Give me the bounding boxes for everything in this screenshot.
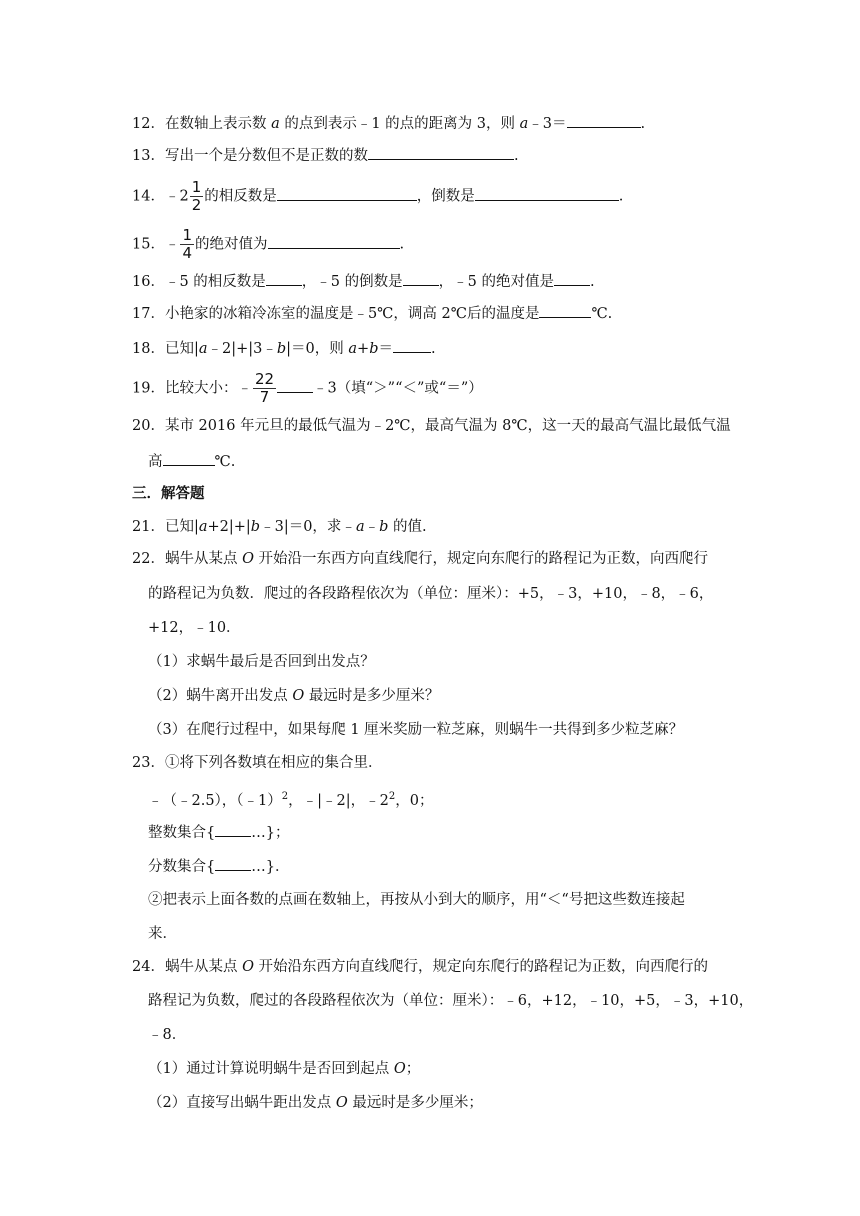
question-number: 12． bbox=[132, 116, 165, 132]
answer-blank[interactable] bbox=[277, 186, 417, 201]
question-24-part-1 bbox=[148, 1059, 420, 1079]
question-23-part-2: ②把表示上面各数的点画在数轴上，再按从小到大的顺序，用“＜“号把这些数连接起 bbox=[148, 892, 685, 908]
text: 在数轴上表示数 bbox=[164, 116, 272, 132]
question-number: 20． bbox=[132, 418, 165, 434]
text: ﹣3（填“＞”“＜”或“＝”） bbox=[313, 380, 483, 397]
answer-blank[interactable] bbox=[475, 186, 619, 201]
text: ℃. bbox=[591, 306, 613, 322]
answer-blank[interactable] bbox=[277, 378, 313, 393]
variable: b bbox=[276, 341, 287, 357]
question-20-continued bbox=[148, 451, 235, 472]
text: ﹣（﹣2.5），（﹣1） bbox=[148, 792, 282, 809]
text: 开始沿东西方向直线爬行，规定向东爬行的路程记为正数，向西爬行的 bbox=[253, 959, 709, 975]
answer-blank[interactable] bbox=[368, 145, 514, 160]
text: ，0； bbox=[395, 792, 434, 809]
variable: a bbox=[198, 519, 208, 535]
question-22-line-2: 的路程记为负数．爬过的各段路程依次为（单位：厘米）：+5，﹣3，+10，﹣8，﹣6， bbox=[148, 586, 714, 602]
question-13 bbox=[132, 145, 519, 166]
variable: b bbox=[250, 519, 261, 535]
variable: a+b bbox=[348, 341, 379, 357]
text: 开始沿一东西方向直线爬行，规定向东爬行的路程记为正数，向西爬行 bbox=[253, 551, 709, 567]
question-number: 13． bbox=[132, 148, 165, 164]
variable: O bbox=[242, 551, 254, 567]
exponent: 2 bbox=[281, 791, 289, 802]
fraction bbox=[180, 228, 194, 261]
question-24-line-3: ﹣8． bbox=[148, 1027, 187, 1043]
text: 的绝对值为 bbox=[195, 236, 268, 253]
text: 蜗牛从某点 bbox=[164, 959, 243, 975]
question-23-part-2-continued: 来． bbox=[148, 926, 177, 942]
question-number: 17． bbox=[132, 306, 165, 322]
text: +2|+| bbox=[207, 519, 251, 535]
text: . bbox=[399, 236, 405, 253]
answer-blank[interactable] bbox=[393, 338, 431, 353]
question-number: 24． bbox=[132, 959, 165, 975]
question-22-part-3: （3）在爬行过程中，如果每爬 1 厘米奖励一粒芝麻，则蜗牛一共得到多少粒芝麻？ bbox=[148, 722, 684, 738]
text: ，﹣5 的倒数是 bbox=[301, 274, 403, 290]
text: 最远时是多少厘米； bbox=[347, 1095, 483, 1111]
answer-blank[interactable] bbox=[215, 822, 251, 837]
fraction-numerator: 1 bbox=[191, 178, 202, 196]
answer-blank[interactable] bbox=[403, 271, 439, 286]
answer-blank[interactable] bbox=[539, 303, 591, 318]
question-24-part-2 bbox=[148, 1093, 483, 1113]
text: ﹣3＝ bbox=[528, 116, 567, 132]
text: ℃. bbox=[214, 454, 236, 470]
text: . bbox=[430, 341, 436, 357]
text: …}． bbox=[251, 859, 290, 875]
text: 写出一个是分数但不是正数的数 bbox=[164, 148, 368, 164]
question-23-numbers bbox=[148, 787, 434, 811]
fraction-denominator: 4 bbox=[182, 244, 192, 262]
text: ①将下列各数填在相应的集合里． bbox=[164, 755, 383, 771]
question-21 bbox=[132, 517, 427, 537]
text: 小艳家的冰箱冷冻室的温度是﹣5℃，调高 2℃后的温度是 bbox=[164, 306, 540, 322]
answer-blank[interactable] bbox=[163, 451, 215, 466]
question-17 bbox=[132, 303, 612, 324]
fraction-denominator: 7 bbox=[259, 388, 270, 406]
question-number: 14． bbox=[132, 188, 165, 205]
text: （2）直接写出蜗牛距出发点 bbox=[148, 1095, 336, 1111]
question-15 bbox=[132, 228, 404, 261]
variable: b bbox=[379, 519, 389, 535]
question-12 bbox=[132, 113, 645, 134]
text: 已知| bbox=[164, 519, 199, 535]
text: 最远时是多少厘米？ bbox=[304, 688, 440, 704]
variable: a bbox=[271, 116, 280, 132]
fraction bbox=[253, 372, 276, 405]
text: 高 bbox=[148, 454, 163, 470]
text: |＝0，则 bbox=[286, 341, 349, 357]
fraction-numerator: 1 bbox=[182, 226, 192, 244]
question-23 bbox=[132, 753, 382, 773]
section-heading: 三．解答题 bbox=[132, 485, 205, 502]
question-number: 22． bbox=[132, 551, 165, 567]
fraction-denominator: 2 bbox=[191, 196, 202, 214]
variable: a bbox=[355, 519, 365, 535]
exponent: 2 bbox=[388, 791, 396, 802]
text: ﹣2 bbox=[164, 188, 189, 205]
variable: O bbox=[335, 1095, 348, 1111]
answer-blank[interactable] bbox=[268, 234, 400, 249]
question-22-line-3: +12，﹣10． bbox=[148, 620, 241, 636]
variable: a bbox=[198, 341, 208, 357]
question-22 bbox=[132, 549, 708, 569]
text: 整数集合{ bbox=[148, 825, 216, 841]
question-20 bbox=[132, 416, 731, 436]
text: 已知| bbox=[164, 341, 199, 357]
question-22-part-1: （1）求蜗牛最后是否回到出发点？ bbox=[148, 654, 375, 670]
question-24 bbox=[132, 957, 708, 977]
question-number: 15． bbox=[132, 236, 165, 253]
text: . bbox=[618, 188, 624, 205]
variable: O bbox=[393, 1061, 406, 1077]
text: . bbox=[589, 274, 595, 290]
variable: O bbox=[292, 688, 305, 704]
question-number: 19． bbox=[132, 380, 165, 397]
question-19 bbox=[132, 372, 483, 405]
text: ，﹣5 的绝对值是 bbox=[438, 274, 554, 290]
text: 的值. bbox=[388, 519, 427, 535]
text: ＝ bbox=[378, 341, 393, 357]
text: （1）通过计算说明蜗牛是否回到起点 bbox=[148, 1061, 394, 1077]
text: ； bbox=[405, 1061, 421, 1077]
answer-blank[interactable] bbox=[554, 271, 590, 286]
text: 某市 2016 年元旦的最低气温为﹣2℃，最高气温为 8℃，这一天的最高气温比最低气温 bbox=[164, 418, 731, 434]
variable: a bbox=[519, 116, 529, 132]
question-number: 21． bbox=[132, 519, 165, 535]
fraction bbox=[190, 180, 204, 213]
text: ，﹣|﹣2|，﹣2 bbox=[288, 792, 389, 809]
text: ﹣2|+|3﹣ bbox=[207, 341, 277, 357]
text: ﹣3|＝0，求﹣ bbox=[260, 519, 356, 535]
question-number: 23． bbox=[132, 755, 165, 771]
question-16 bbox=[132, 271, 595, 292]
fraction-set bbox=[148, 856, 289, 877]
answer-blank[interactable] bbox=[215, 856, 251, 871]
text: 分数集合{ bbox=[148, 859, 216, 875]
text: ﹣ bbox=[164, 236, 180, 253]
question-number: 18． bbox=[132, 341, 165, 357]
variable: O bbox=[242, 959, 254, 975]
text: ﹣5 的相反数是 bbox=[164, 274, 266, 290]
question-18 bbox=[132, 338, 436, 359]
integer-set bbox=[148, 822, 289, 843]
fraction-numerator: 22 bbox=[254, 370, 275, 388]
answer-blank[interactable] bbox=[266, 271, 302, 286]
text: （2）蜗牛离开出发点 bbox=[148, 688, 293, 704]
question-22-part-2 bbox=[148, 686, 439, 706]
text: ﹣ bbox=[364, 519, 380, 535]
question-24-line-2: 路程记为负数，爬过的各段路程依次为（单位：厘米）：﹣6，+12，﹣10，+5，﹣3，+10， bbox=[148, 993, 754, 1009]
text: . bbox=[640, 116, 646, 132]
text: . bbox=[513, 148, 519, 164]
text: …}； bbox=[251, 825, 290, 841]
text: ，倒数是 bbox=[416, 188, 475, 205]
text: 比较大小：﹣ bbox=[164, 380, 252, 397]
text: 的相反数是 bbox=[204, 188, 277, 205]
answer-blank[interactable] bbox=[567, 113, 641, 128]
text: 的点到表示﹣1 的点的距离为 3，则 bbox=[279, 116, 520, 132]
question-14 bbox=[132, 180, 623, 213]
question-number: 16． bbox=[132, 274, 165, 290]
text: 蜗牛从某点 bbox=[164, 551, 243, 567]
